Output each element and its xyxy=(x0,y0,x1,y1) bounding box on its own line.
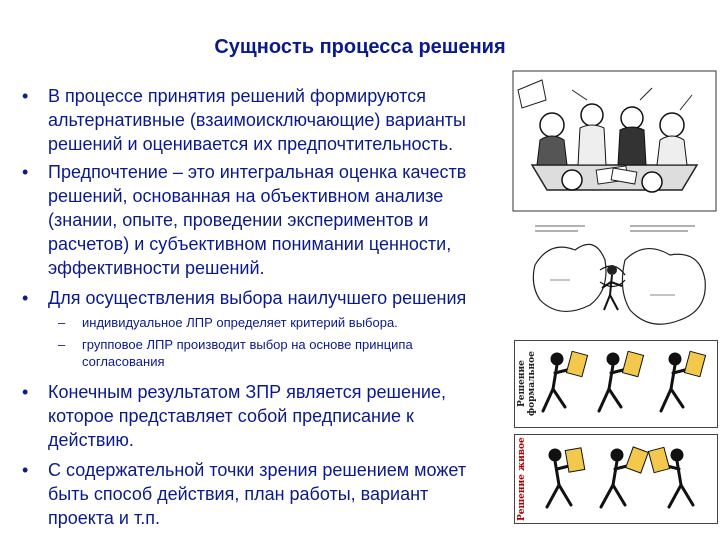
bullet-2-line-5: эффективности решений. xyxy=(48,258,265,278)
subbullet-2-line-2: согласования xyxy=(82,354,165,369)
bullet-2-line-3: (знании, опыте, проведении экспериментов и xyxy=(48,210,429,230)
bullet-4-line-1: Конечным результатом ЗПР является решение, xyxy=(48,382,446,402)
bullet-1-line-2: альтернативные (взаимоисключающие) варианты xyxy=(48,110,466,130)
bullet-4-line-2: которое представляет собой предписание к xyxy=(48,406,414,426)
bullet-1-line-1: В процессе принятия решений формируются xyxy=(48,86,426,106)
bullet-dot: • xyxy=(22,382,29,402)
bullet-5-line-2: быть способ действия, план работы, вариант xyxy=(48,484,429,504)
decision-diagram-image xyxy=(530,220,710,338)
meeting-cartoon-image xyxy=(512,70,717,212)
bullet-dot: • xyxy=(22,288,29,308)
live-decision-panel xyxy=(514,434,718,524)
formal-decision-panel xyxy=(514,340,718,428)
subbullet-2-line-1: групповое ЛПР производит выбор на основе принципа xyxy=(82,337,413,352)
subbullet-1-line-1: индивидуальное ЛПР определяет критерий выбора. xyxy=(82,315,398,330)
bullet-5-line-1: С содержательной точки зрения решением может xyxy=(48,460,467,480)
subbullet-dash: – xyxy=(58,315,66,330)
bullet-2-line-2: решений, основанная на объективном анализе xyxy=(48,186,444,206)
slide-title: Сущность процесса решения xyxy=(214,36,506,58)
panel-label: Решение живое xyxy=(517,437,527,521)
bullet-dot: • xyxy=(22,460,29,480)
panel-label: Решение формальное xyxy=(517,351,537,417)
bullet-4-line-3: действию. xyxy=(48,430,134,450)
bullet-2-line-4: расчетов) и субъективном понимании ценности, xyxy=(48,234,452,254)
bullet-dot: • xyxy=(22,86,29,106)
bullet-3-line-1: Для осуществления выбора наилучшего решения xyxy=(48,288,467,308)
bullet-dot: • xyxy=(22,162,29,182)
bullet-2-line-1: Предпочтение – это интегральная оценка качеств xyxy=(48,162,467,182)
runners-icon xyxy=(535,341,715,427)
subbullet-dash: – xyxy=(58,337,66,352)
bullet-5-line-3: проекта и т.п. xyxy=(48,508,160,528)
runners-icon xyxy=(535,435,715,523)
bullet-1-line-3: решений и оценивается их предпочтительность. xyxy=(48,134,454,154)
